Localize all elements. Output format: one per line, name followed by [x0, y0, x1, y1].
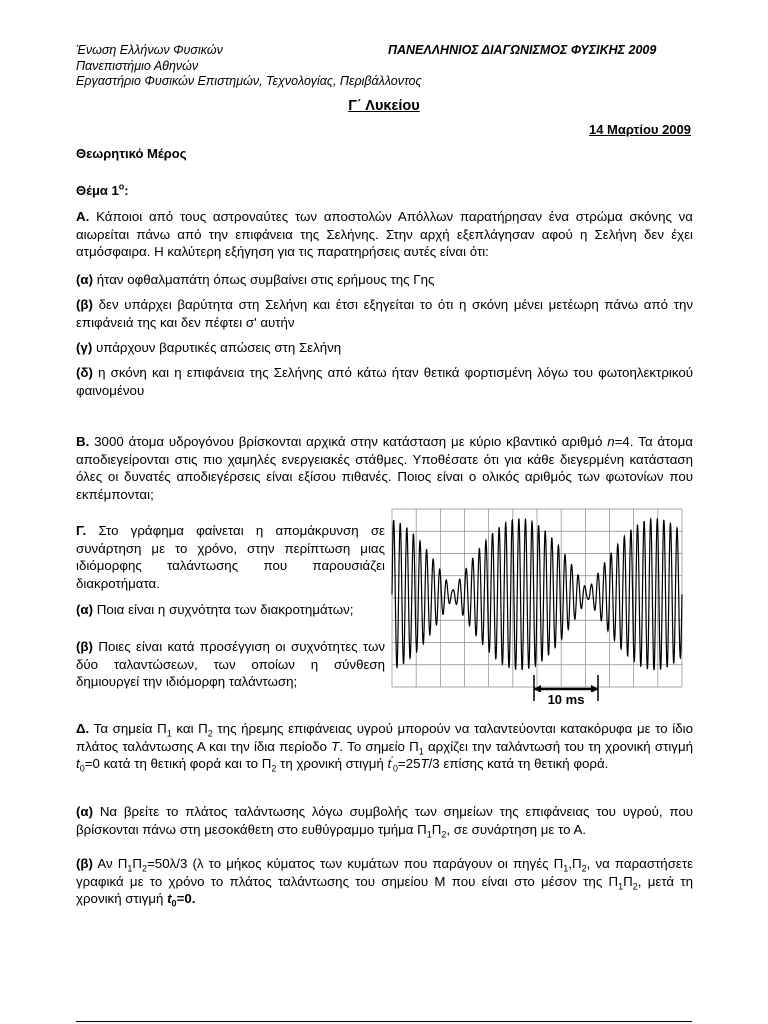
institution-line-2: Πανεπιστήμιο Αθηνών: [76, 58, 199, 73]
text-segment: της ήρεμης επιφάνειας υγρού μπορούν να ταλαντεύονται κατακόρυφα με το ίδιο πλάτος ταλάντωσης Α και την ίδια περίοδο: [76, 721, 693, 754]
text-segment: και Π: [176, 721, 208, 736]
scale-arrow-right: [591, 685, 598, 693]
subscript: 0: [171, 898, 177, 909]
subscript: 2: [271, 763, 277, 774]
option-text: Ποια είναι η συχνότητα των διακροτημάτων;: [96, 602, 354, 617]
theme-title: [76, 183, 129, 198]
period-symbol: T: [331, 738, 340, 754]
option-text: υπάρχουν βαρυτικές απώσεις στη Σελήνη: [95, 340, 342, 355]
subscript: 2: [207, 728, 213, 739]
text-segment: Π: [623, 873, 633, 889]
option-label: (γ): [76, 340, 93, 355]
section-title: Θεωρητικό Μέρος: [76, 146, 187, 161]
scale-arrow-left: [534, 685, 541, 693]
competition-title: ΠΑΝΕΛΛΗΝΙΟΣ ΔΙΑΓΩΝΙΣΜΟΣ ΦΥΣΙΚΗΣ 2009: [388, 43, 657, 57]
question-b-label: Β.: [76, 434, 90, 449]
question-g-label: Γ.: [76, 523, 87, 538]
question-a-label: Α.: [76, 209, 90, 224]
question-d-option-a: [76, 803, 693, 838]
option-text: δεν υπάρχει βαρύτητα στη Σελήνη και έτσι εξηγείται το ότι η σκόνη μένει μετέωρη πάνω από την επιφάνειά της και δεν πέφτει σ' αυτήν: [76, 297, 693, 330]
question-b: [76, 433, 693, 503]
subscript: 1: [563, 863, 569, 874]
period-symbol: T: [420, 756, 429, 772]
institution-line-1: Ένωση Ελλήνων Φυσικών: [76, 43, 223, 57]
option-label: (δ): [76, 365, 93, 380]
option-label: (β): [76, 856, 93, 871]
option-text: η σκόνη και η επιφάνεια της Σελήνης από κάτω ήταν θετικά φορτισμένη λόγω του φωτοηλεκτρικού φαινομένου: [76, 365, 693, 398]
institution-block: [76, 43, 422, 90]
subscript: 2: [142, 863, 148, 874]
text-segment: Π: [132, 856, 143, 871]
text-segment: ,Π: [568, 856, 582, 871]
subscript: 0: [392, 763, 398, 774]
question-g: [76, 522, 385, 592]
subscript: 1: [166, 728, 172, 739]
theme-title-suffix: :: [124, 183, 129, 198]
option-label: (α): [76, 602, 94, 617]
text-segment: Π: [431, 821, 442, 837]
question-a-option-b: [76, 296, 693, 331]
question-g-text: Στο γράφημα φαίνεται η απομάκρυνση σε συνάρτηση με το χρόνο, στην περίπτωση μιας ιδιόμορφης ταλάντωσης που παρουσιάζει διακροτήματα.: [76, 523, 385, 591]
time-symbol: t: [76, 756, 80, 772]
text-segment: Αν Π: [97, 856, 128, 871]
prime-mark: ′: [391, 754, 393, 765]
text-segment: /3 επίσης κατά τη θετική φορά.: [428, 756, 609, 772]
question-a-option-a: [76, 271, 693, 289]
text-segment: Τα σημεία Π: [93, 721, 167, 736]
question-d: [76, 720, 693, 773]
option-label: (β): [76, 639, 93, 654]
subscript: 0: [79, 763, 85, 774]
question-a-option-d: [76, 364, 693, 399]
scale-label: 10 ms: [547, 692, 585, 705]
text-segment: αρχίζει την ταλάντωσή του τη χρονική στιγμή: [427, 738, 694, 754]
subscript: 2: [441, 829, 447, 840]
grade-title: Γ΄ Λυκείου: [348, 98, 420, 114]
question-a: [76, 208, 693, 261]
theme-degree: ο: [118, 181, 125, 192]
quantum-number-symbol: n: [607, 434, 615, 449]
question-a-option-c: [76, 339, 693, 357]
option-text: ήταν οφθαλμαπάτη όπως συμβαίνει στις ερήμους της Γης: [96, 272, 435, 287]
text-segment: =25: [397, 756, 421, 772]
subscript: 1: [127, 863, 133, 874]
scale-bar: [534, 675, 598, 705]
option-label: (α): [76, 804, 94, 819]
time-symbol: t: [387, 756, 392, 772]
text-segment: . Το σημείο Π: [339, 738, 419, 754]
question-b-text-1: 3000 άτομα υδρογόνου βρίσκονται αρχικά στην κατάσταση με κύριο κβαντικό αριθμό: [94, 434, 603, 449]
institution-line-3: Εργαστήριο Φυσικών Επιστημών, Τεχνολογίας, Περιβάλλοντος: [76, 74, 422, 88]
text-segment: =50λ/3 (λ το μήκος κύματος των κυμάτων που παράγουν οι πηγές Π: [147, 856, 564, 871]
option-text: Ποιες είναι κατά προσέγγιση οι συχνότητες των δύο ταλαντώσεων, των οποίων η σύνθεση δημιουργεί την ιδιόμορφη ταλάντωση;: [76, 639, 385, 690]
question-d-option-b: [76, 855, 693, 908]
text-segment: =0 κατά τη θετική φορά και το Π: [84, 756, 272, 772]
option-label: (α): [76, 272, 94, 287]
time-symbol: t: [167, 891, 172, 907]
text-segment: Να βρείτε το πλάτος ταλάντωσης λόγω συμβολής των σημείων της επιφάνειας του υγρού, που βρίσκονται πάνω στη μεσοκάθετη στο ευθύγραμμο τμήμα Π: [76, 804, 694, 837]
subscript: 2: [581, 863, 587, 874]
question-d-label: Δ.: [76, 721, 90, 736]
exam-date: 14 Μαρτίου 2009: [588, 122, 691, 137]
subscript: 1: [618, 881, 624, 892]
subscript: 2: [632, 881, 638, 892]
option-label: (β): [76, 297, 93, 312]
footer-rule: [76, 1021, 692, 1022]
text-segment: , μετά τη χρονική στιγμή: [76, 873, 693, 907]
subscript: 1: [418, 746, 424, 757]
text-segment: τη χρονική στιγμή: [280, 756, 384, 772]
question-b-text-2: =4. Τα άτομα αποδιεγείρονται στις πιο χαμηλές ενεργειακές στάθμες. Υποθέσατε ότι για κάθε διεγερμένη κατάσταση όλες οι δυνατές αποδιεγέρσεις είναι εξίσου πιθανές. Ποιος είναι ο ολικός αριθμός των φωτονίων που εκπέμπονται;: [76, 434, 693, 502]
text-segment: =0.: [176, 891, 196, 907]
question-a-text: Κάποιοι από τους αστροναύτες των αποστολών Απόλλων παρατήρησαν ένα στρώμα σκόνης να αιωρείται πάνω από την επιφάνεια της Σελήνης. Στην αρχή εξεπλάγησαν αφού η Σελήνη δεν έχει ατμόσφαιρα. Η καλύτερη εξήγηση για τις παρατηρήσεις αυτές είναι ότι:: [76, 209, 693, 260]
beats-graph: [388, 505, 688, 705]
theme-title-text: Θέμα 1: [76, 183, 119, 198]
question-g-option-b: [76, 638, 385, 691]
text-segment: , σε συνάρτηση με το Α.: [446, 821, 587, 837]
subscript: 1: [426, 829, 432, 840]
text-segment: , να παραστήσετε γραφικά με το χρόνο το πλάτος ταλάντωσης του σημείου Μ που είναι στο μέσον της Π: [76, 856, 694, 889]
question-g-option-a: [76, 601, 385, 619]
